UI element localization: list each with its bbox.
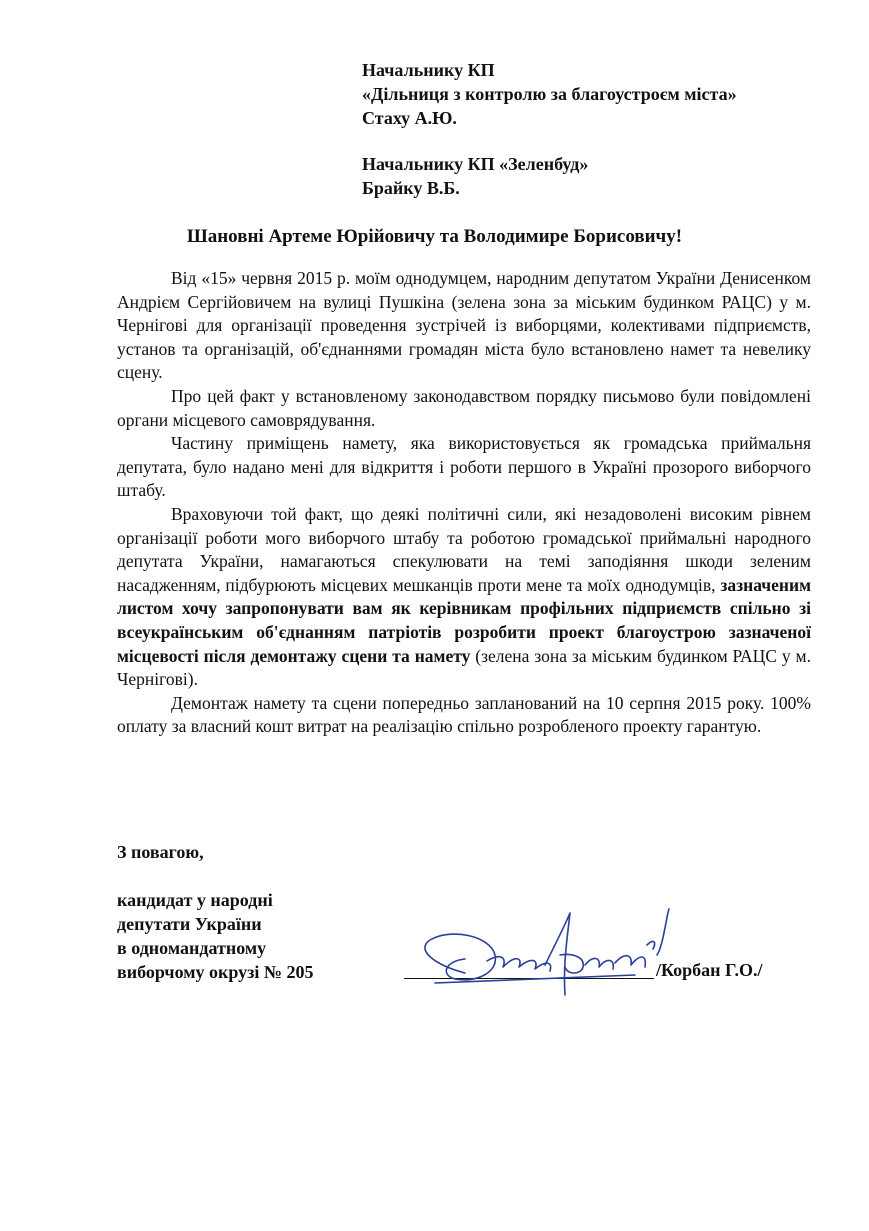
recipient-2-name: Брайку В.Б. [362, 178, 460, 198]
paragraph-1: Від «15» червня 2015 р. моїм однодумцем, народним депутатом України Денисенком Андрієм Сергійовичем на вулиці Пушкіна (зелена зона за міським будинком РАЦС) у м. Чернігові для організації проведення зустрічей із виборцями, колективами підприємств, установ та організацій, об'єднаннями громадян міста було встановлено намет та невелику сцену. [117, 268, 811, 383]
signer-line-4: виборчому окрузі № 205 [117, 962, 314, 982]
addressee-block [362, 58, 737, 222]
paragraph-3: Частину приміщень намету, яка використовується як громадська приймальня депутата, було надано мені для відкриття і роботи першого в Україні прозорого виборчого штабу. [117, 433, 811, 501]
signer-title [117, 888, 313, 984]
recipient-1-name: Стаху А.Ю. [362, 108, 457, 128]
letter-body [117, 267, 811, 739]
salutation: Шановні Артеме Юрійовичу та Володимире Борисовичу! [186, 226, 683, 247]
recipient-2 [362, 152, 737, 200]
paragraph-4-end: (зелена зона за міським будинком РАЦС у м. Чернігові). [117, 645, 812, 690]
recipient-2-title: Начальнику КП «Зеленбуд» [362, 154, 589, 174]
paragraph-5: Демонтаж намету та сцени попередньо запланований на 10 серпня 2015 року. 100% оплату за власний кошт витрат на реалізацію спільно розробленого проекту гарантую. [117, 692, 811, 737]
signer-line-3: в одномандатному [117, 938, 267, 958]
recipient-1-title: Начальнику КП [362, 60, 495, 80]
recipient-1 [362, 58, 737, 130]
closing: З повагою, [117, 842, 204, 862]
paragraph-4-bold: зазначеним листом хочу запропонувати вам як керівникам профільних підприємств спільно зі всеукраїнським об'єднанням патріотів розробити проект благоустрою зазначеної місцевості після демонтажу сцени та намету [117, 574, 812, 666]
paragraph-4 [117, 503, 811, 692]
handwritten-signature [395, 895, 675, 1010]
paragraph-4-start: Враховуючи той факт, що деякі політичні сили, які незадоволені високим рівнем організації роботи мого виборчого штабу та роботою громадської приймальні народного депутата України, намагаються спекулювати на темі заподіяння шкоди зеленим насадженням, підбурюють місцевих мешканців проти мене та моїх однодумців, [117, 503, 811, 595]
paragraph-2: Про цей факт у встановленому законодавством порядку письмово були повідомлені органи місцевого самоврядування. [117, 385, 811, 430]
signer-line-2: депутати України [117, 914, 262, 934]
recipient-1-organization: «Дільниця з контролю за благоустроєм міста» [362, 84, 737, 104]
signer-line-1: кандидат у народні [117, 890, 273, 910]
signature-name: /Корбан Г.О./ [656, 960, 763, 980]
